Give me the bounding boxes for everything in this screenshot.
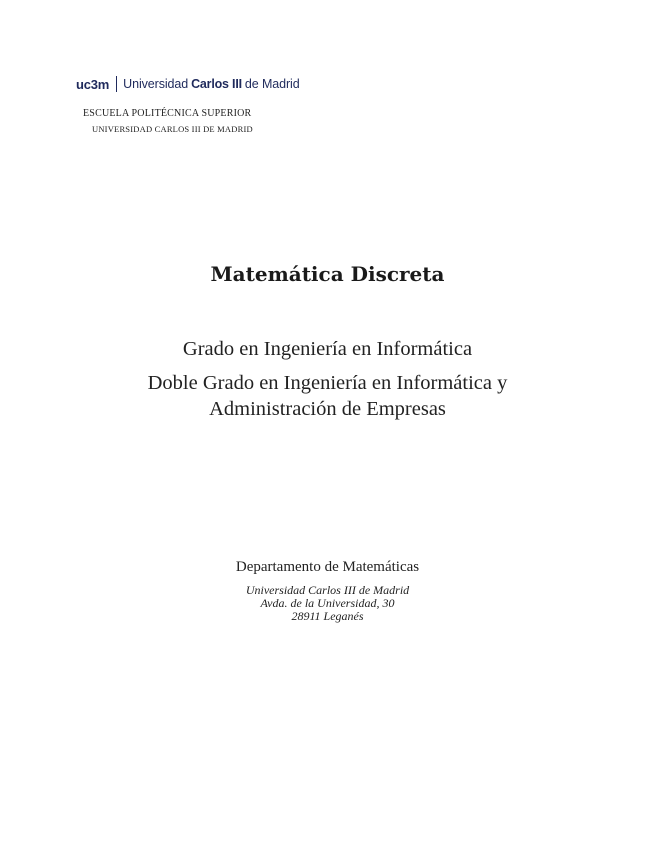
degree-line-1: Grado en Ingeniería en Informática [182, 338, 473, 360]
logo-mark: uc3m [76, 76, 110, 92]
department-name: Departamento de Matemáticas [235, 559, 420, 575]
address-line-3: 28911 Leganés [291, 609, 364, 623]
logo-university-text: Universidad [123, 77, 189, 91]
address-line-1: Universidad Carlos III de Madrid [245, 583, 410, 597]
degree-line-2b: Administración de Empresas [209, 398, 446, 420]
university-logo [76, 74, 300, 94]
logo-madrid-text: de Madrid [244, 77, 300, 91]
university-name: UNIVERSIDAD CARLOS III DE MADRID [92, 124, 253, 134]
degree-line-2a: Doble Grado en Ingeniería en Informática y [147, 372, 508, 394]
logo-carlos-text: Carlos III [191, 77, 242, 91]
school-name: ESCUELA POLITÉCNICA SUPERIOR [83, 108, 252, 119]
logo-divider [116, 76, 117, 92]
address-line-2: Avda. de la Universidad, 30 [260, 596, 395, 610]
document-title: Matemática Discreta [210, 262, 445, 286]
